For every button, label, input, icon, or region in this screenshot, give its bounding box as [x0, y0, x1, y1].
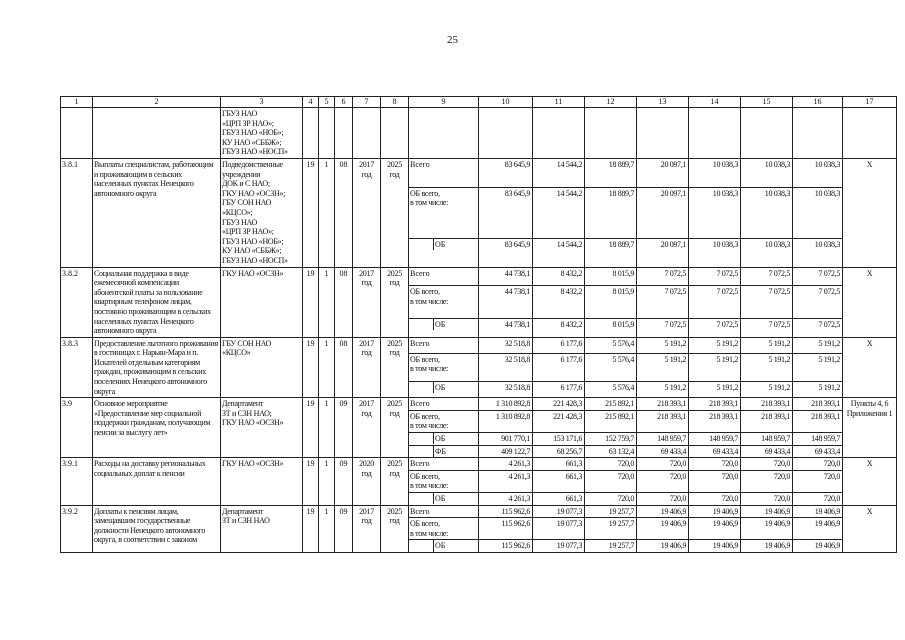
note-cell: X [843, 505, 897, 552]
source-value-cell: 44 738,1 [479, 319, 533, 338]
empty-cell [637, 108, 689, 159]
program-measures-table [60, 96, 897, 553]
source-value-cell: 6 177,6 [533, 382, 585, 398]
total-value-cell: 10 038,3 [689, 159, 741, 188]
indent-cell [409, 319, 434, 330]
total-value-cell: 8 432,2 [533, 267, 585, 286]
source-value-cell: 7 072,5 [637, 319, 689, 338]
ob-value-cell: 44 738,1 [479, 286, 533, 319]
total-value-cell: 10 038,3 [741, 159, 793, 188]
source-label-cell [409, 493, 479, 506]
total-value-cell: 218 393,1 [741, 398, 793, 411]
column-header: 17 [843, 97, 897, 108]
end-year-cell: 2025 год [381, 337, 409, 398]
ob-value-cell: 218 393,1 [689, 410, 741, 432]
ob-value-cell: 218 393,1 [793, 410, 843, 432]
column-header: 2 [93, 97, 221, 108]
ob-value-cell: 4 261,3 [479, 470, 533, 492]
source-value-cell: 148 959,7 [689, 433, 741, 446]
note-cell: X [843, 159, 897, 268]
total-value-cell: 5 191,2 [793, 337, 843, 353]
source-value-cell: 7 072,5 [793, 319, 843, 338]
measure-name-cell: Предоставление льготного проживания в гостиницах г. Нарьян-Мара и п. Искателей отдельным категориям граждан, проживающим в сельских поселениях Ненецкого автономного округа [93, 337, 221, 398]
empty-cell [319, 108, 335, 159]
ob-value-cell: 5 191,2 [689, 353, 741, 381]
start-year-cell: 2017 год [353, 398, 381, 458]
total-value-cell: 83 645,9 [479, 159, 533, 188]
source-value-cell: 720,0 [585, 493, 637, 506]
ob-value-cell: 19 406,9 [637, 518, 689, 540]
source-value-cell: 153 171,6 [533, 433, 585, 446]
code-cell-c6: 09 [335, 458, 353, 505]
source-value-cell: 4 261,3 [479, 493, 533, 506]
column-header: 7 [353, 97, 381, 108]
source-label-cell [409, 382, 479, 398]
source-value-cell: 10 038,3 [741, 238, 793, 267]
source-value-cell: 661,3 [533, 493, 585, 506]
code-cell-c6: 08 [335, 337, 353, 398]
executor-cell: Департамент ЗТ и СЗН НАО [221, 505, 303, 552]
source-value-cell: 20 097,1 [637, 238, 689, 267]
total-value-cell: 7 072,5 [637, 267, 689, 286]
source-label: ОБ [434, 319, 479, 330]
empty-cell [793, 108, 843, 159]
indent-cell [409, 446, 434, 457]
code-cell-c5: 1 [319, 458, 335, 505]
code-cell-c6: 09 [335, 505, 353, 552]
start-year-cell: 2017 год [353, 267, 381, 337]
source-value-cell: 7 072,5 [689, 319, 741, 338]
source-value-cell: 18 889,7 [585, 238, 637, 267]
source-label: ОБ [434, 239, 479, 250]
total-value-cell: 218 393,1 [793, 398, 843, 411]
funding-label-cell: Всего [409, 398, 479, 411]
total-value-cell: 20 097,1 [637, 159, 689, 188]
end-year-cell: 2025 год [381, 458, 409, 505]
empty-cell [381, 108, 409, 159]
ob-value-cell: 10 038,3 [741, 187, 793, 238]
ob-value-cell: 5 191,2 [741, 353, 793, 381]
source-value-cell: 901 770,1 [479, 433, 533, 446]
column-header: 3 [221, 97, 303, 108]
source-value-cell: 115 962,6 [479, 540, 533, 553]
indent-cell [409, 493, 434, 504]
ob-value-cell: 720,0 [637, 470, 689, 492]
code-cell-c5: 1 [319, 159, 335, 268]
source-value-cell: 148 959,7 [741, 433, 793, 446]
source-label: ОБ [434, 382, 479, 393]
code-cell-c4: 19 [303, 398, 319, 458]
code-cell-c5: 1 [319, 505, 335, 552]
page-number: 25 [447, 34, 458, 46]
ob-value-cell: 720,0 [793, 470, 843, 492]
source-value-cell: 152 759,7 [585, 433, 637, 446]
end-year-cell: 2025 год [381, 267, 409, 337]
row-number-cell: 3.8.1 [61, 159, 93, 268]
total-value-cell: 19 406,9 [741, 505, 793, 518]
measure-name-cell: Социальная поддержка в виде ежемесячной компенсации абонентской платы за пользование квартирным телефоном лицам, постоянно проживающим в сельских населенных пунктах Ненецкого автономного округа [93, 267, 221, 337]
ob-value-cell: 720,0 [689, 470, 741, 492]
column-header: 11 [533, 97, 585, 108]
ob-value-cell: 1 310 892,8 [479, 410, 533, 432]
ob-value-cell: 7 072,5 [793, 286, 843, 319]
ob-value-cell: 5 576,4 [585, 353, 637, 381]
column-header: 14 [689, 97, 741, 108]
ob-value-cell: 7 072,5 [741, 286, 793, 319]
code-cell-c4: 19 [303, 458, 319, 505]
source-value-cell: 5 191,2 [793, 382, 843, 398]
ob-value-cell: 32 518,8 [479, 353, 533, 381]
source-label-cell [409, 445, 479, 458]
total-value-cell: 215 892,1 [585, 398, 637, 411]
executor-cell: ГКУ НАО «ОСЗН» [221, 267, 303, 337]
total-value-cell: 44 738,1 [479, 267, 533, 286]
measure-row-3-9 [61, 398, 897, 411]
source-value-cell: 720,0 [689, 493, 741, 506]
ob-value-cell: 7 072,5 [637, 286, 689, 319]
ob-value-cell: 5 191,2 [637, 353, 689, 381]
total-value-cell: 19 077,3 [533, 505, 585, 518]
ob-value-cell: 10 038,3 [793, 187, 843, 238]
note-cell: X [843, 458, 897, 505]
executor-cell: Департамент ЗТ и СЗН НАО; ГКУ НАО «ОСЗН» [221, 398, 303, 458]
source-value-cell: 7 072,5 [741, 319, 793, 338]
total-value-cell: 5 576,4 [585, 337, 637, 353]
code-cell-c6: 08 [335, 159, 353, 268]
funding-label-cell: Всего [409, 505, 479, 518]
column-header: 12 [585, 97, 637, 108]
source-value-cell: 69 433,4 [741, 445, 793, 458]
end-year-cell: 2025 год [381, 505, 409, 552]
row-number-cell: 3.9 [61, 398, 93, 458]
empty-cell [689, 108, 741, 159]
measure-row-3-8-1 [61, 159, 897, 188]
source-label: ФБ [434, 446, 479, 457]
measure-row-3-9-1 [61, 458, 897, 471]
ob-value-cell: 10 038,3 [689, 187, 741, 238]
ob-value-cell: 7 072,5 [689, 286, 741, 319]
column-header: 5 [319, 97, 335, 108]
empty-cell [741, 108, 793, 159]
code-cell-c4: 19 [303, 267, 319, 337]
empty-cell [409, 108, 479, 159]
total-value-cell: 5 191,2 [637, 337, 689, 353]
executor-cell: Подведомственные учреждения ДОК и С НАО; ГКУ НАО «ОСЗН»; ГБУ СОН НАО «КЦСО»; ГБУЗ НАО «ЦРП ЗР НАО»; ГБУЗ НАО «НОБ»; КУ НАО «СББЖ»; ГБУЗ НАО «НОСП» [221, 159, 303, 268]
funding-label-cell: Всего [409, 159, 479, 188]
executor-cell: ГКУ НАО «ОСЗН» [221, 458, 303, 505]
ob-value-cell: 5 191,2 [793, 353, 843, 381]
ob-value-cell: 19 077,3 [533, 518, 585, 540]
indent-cell [409, 239, 434, 250]
source-value-cell: 720,0 [637, 493, 689, 506]
empty-cell [303, 108, 319, 159]
funding-label-cell: Всего [409, 337, 479, 353]
note-cell: Пункты 4, 6 Приложения 1 [843, 398, 897, 458]
end-year-cell: 2025 год [381, 159, 409, 268]
ob-value-cell: 19 406,9 [793, 518, 843, 540]
total-value-cell: 720,0 [741, 458, 793, 471]
total-value-cell: 115 962,6 [479, 505, 533, 518]
column-header: 10 [479, 97, 533, 108]
total-value-cell: 1 310 892,8 [479, 398, 533, 411]
total-value-cell: 19 406,9 [689, 505, 741, 518]
total-value-cell: 5 191,2 [689, 337, 741, 353]
source-value-cell: 5 191,2 [689, 382, 741, 398]
empty-cell [353, 108, 381, 159]
funding-label-cell: Всего [409, 458, 479, 471]
ob-value-cell: 720,0 [585, 470, 637, 492]
total-value-cell: 218 393,1 [689, 398, 741, 411]
measure-name-cell: Доплаты к пенсиям лицам, замещавшим государственные должности Ненецкого автономного округа, в соответствии с законом [93, 505, 221, 552]
source-value-cell: 8 432,2 [533, 319, 585, 338]
total-value-cell: 5 191,2 [741, 337, 793, 353]
empty-cell [585, 108, 637, 159]
source-value-cell: 720,0 [741, 493, 793, 506]
measure-row-3-9-2 [61, 505, 897, 518]
source-value-cell: 69 433,4 [637, 445, 689, 458]
source-value-cell: 32 518,8 [479, 382, 533, 398]
column-header: 6 [335, 97, 353, 108]
ob-value-cell: 218 393,1 [637, 410, 689, 432]
total-value-cell: 6 177,6 [533, 337, 585, 353]
ob-value-cell: 115 962,6 [479, 518, 533, 540]
source-value-cell: 19 406,9 [741, 540, 793, 553]
source-value-cell: 19 077,3 [533, 540, 585, 553]
funding-label-cell: ОБ всего, в том числе: [409, 187, 479, 238]
row-number-cell: 3.8.2 [61, 267, 93, 337]
row-number-cell: 3.9.2 [61, 505, 93, 552]
source-value-cell: 19 406,9 [793, 540, 843, 553]
start-year-cell: 2017 год [353, 505, 381, 552]
total-value-cell: 221 428,3 [533, 398, 585, 411]
column-header: 1 [61, 97, 93, 108]
ob-value-cell: 19 406,9 [689, 518, 741, 540]
source-value-cell: 8 015,9 [585, 319, 637, 338]
funding-label-cell: ОБ всего, в том числе: [409, 286, 479, 319]
ob-value-cell: 215 892,1 [585, 410, 637, 432]
total-value-cell: 218 393,1 [637, 398, 689, 411]
header-row [61, 97, 897, 108]
executor-cell: ГБУ СОН НАО «КЦСО» [221, 337, 303, 398]
continuation-row [61, 108, 897, 159]
source-value-cell: 19 406,9 [637, 540, 689, 553]
source-value-cell: 148 959,7 [637, 433, 689, 446]
total-value-cell: 720,0 [637, 458, 689, 471]
source-value-cell: 68 256,7 [533, 445, 585, 458]
ob-value-cell: 19 257,7 [585, 518, 637, 540]
empty-cell [335, 108, 353, 159]
source-value-cell: 63 132,4 [585, 445, 637, 458]
empty-cell [479, 108, 533, 159]
ob-value-cell: 221 428,3 [533, 410, 585, 432]
measure-name-cell: Основное мероприятие «Предоставление мер социальной поддержки гражданам, получающим пенсии за выслугу лет» [93, 398, 221, 458]
total-value-cell: 4 261,3 [479, 458, 533, 471]
total-value-cell: 720,0 [689, 458, 741, 471]
ob-value-cell: 83 645,9 [479, 187, 533, 238]
column-header: 8 [381, 97, 409, 108]
code-cell-c4: 19 [303, 505, 319, 552]
source-value-cell: 69 433,4 [793, 445, 843, 458]
total-value-cell: 18 889,7 [585, 159, 637, 188]
source-label: ОБ [434, 540, 479, 551]
source-value-cell: 5 576,4 [585, 382, 637, 398]
total-value-cell: 7 072,5 [741, 267, 793, 286]
ob-value-cell: 661,3 [533, 470, 585, 492]
total-value-cell: 19 257,7 [585, 505, 637, 518]
total-value-cell: 19 406,9 [637, 505, 689, 518]
funding-label-cell: Всего [409, 267, 479, 286]
code-cell-c5: 1 [319, 398, 335, 458]
empty-cell [843, 108, 897, 159]
ob-value-cell: 14 544,2 [533, 187, 585, 238]
note-cell: X [843, 337, 897, 398]
total-value-cell: 32 518,8 [479, 337, 533, 353]
column-header: 4 [303, 97, 319, 108]
source-value-cell: 69 433,4 [689, 445, 741, 458]
ob-value-cell: 19 406,9 [741, 518, 793, 540]
code-cell-c4: 19 [303, 159, 319, 268]
source-value-cell: 83 645,9 [479, 238, 533, 267]
total-value-cell: 720,0 [585, 458, 637, 471]
source-value-cell: 409 122,7 [479, 445, 533, 458]
ob-value-cell: 18 889,7 [585, 187, 637, 238]
source-value-cell: 10 038,3 [793, 238, 843, 267]
ob-value-cell: 218 393,1 [741, 410, 793, 432]
column-header: 13 [637, 97, 689, 108]
start-year-cell: 2020 год [353, 458, 381, 505]
code-cell-c6: 08 [335, 267, 353, 337]
measure-name-cell: Расходы на доставку региональных социальных доплат к пенсии [93, 458, 221, 505]
source-label-cell [409, 238, 479, 267]
measure-row-3-8-2 [61, 267, 897, 286]
code-cell-c6: 09 [335, 398, 353, 458]
total-value-cell: 10 038,3 [793, 159, 843, 188]
total-value-cell: 8 015,9 [585, 267, 637, 286]
source-value-cell: 10 038,3 [689, 238, 741, 267]
ob-value-cell: 8 432,2 [533, 286, 585, 319]
funding-label-cell: ОБ всего, в том числе: [409, 470, 479, 492]
note-cell: X [843, 267, 897, 337]
ob-value-cell: 8 015,9 [585, 286, 637, 319]
measure-row-3-8-3 [61, 337, 897, 353]
empty-cell [533, 108, 585, 159]
code-cell-c5: 1 [319, 267, 335, 337]
row-number-cell: 3.9.1 [61, 458, 93, 505]
total-value-cell: 7 072,5 [689, 267, 741, 286]
total-value-cell: 720,0 [793, 458, 843, 471]
source-value-cell: 19 257,7 [585, 540, 637, 553]
indent-cell [409, 433, 434, 444]
ob-value-cell: 20 097,1 [637, 187, 689, 238]
code-cell-c4: 19 [303, 337, 319, 398]
source-label-cell [409, 319, 479, 338]
source-value-cell: 19 406,9 [689, 540, 741, 553]
source-value-cell: 14 544,2 [533, 238, 585, 267]
funding-label-cell: ОБ всего, в том числе: [409, 353, 479, 381]
source-value-cell: 5 191,2 [637, 382, 689, 398]
funding-label-cell: ОБ всего, в том числе: [409, 410, 479, 432]
row-number-cell: 3.8.3 [61, 337, 93, 398]
source-label-cell [409, 433, 479, 446]
indent-cell [409, 382, 434, 393]
source-value-cell: 148 959,7 [793, 433, 843, 446]
start-year-cell: 2017 год [353, 337, 381, 398]
column-header: 9 [409, 97, 479, 108]
ob-value-cell: 720,0 [741, 470, 793, 492]
source-label: ОБ [434, 493, 479, 504]
source-value-cell: 720,0 [793, 493, 843, 506]
column-header: 16 [793, 97, 843, 108]
source-value-cell: 5 191,2 [741, 382, 793, 398]
ob-value-cell: 6 177,6 [533, 353, 585, 381]
indent-cell [409, 540, 434, 551]
measure-name-cell [93, 108, 221, 159]
start-year-cell: 2017 год [353, 159, 381, 268]
total-value-cell: 19 406,9 [793, 505, 843, 518]
total-value-cell: 14 544,2 [533, 159, 585, 188]
measure-name-cell: Выплаты специалистам, работающим и проживающим в сельских населенных пунктах Ненецкого автономного округа [93, 159, 221, 268]
executor-cell: ГБУЗ НАО «ЦРП ЗР НАО»; ГБУЗ НАО «НОБ»; КУ НАО «СББЖ»; ГБУЗ НАО «НОСП» [221, 108, 303, 159]
row-number-cell [61, 108, 93, 159]
end-year-cell: 2025 год [381, 398, 409, 458]
total-value-cell: 661,3 [533, 458, 585, 471]
source-label: ОБ [434, 433, 479, 444]
column-header: 15 [741, 97, 793, 108]
total-value-cell: 7 072,5 [793, 267, 843, 286]
code-cell-c5: 1 [319, 337, 335, 398]
funding-label-cell: ОБ всего, в том числе: [409, 518, 479, 540]
source-label-cell [409, 540, 479, 553]
